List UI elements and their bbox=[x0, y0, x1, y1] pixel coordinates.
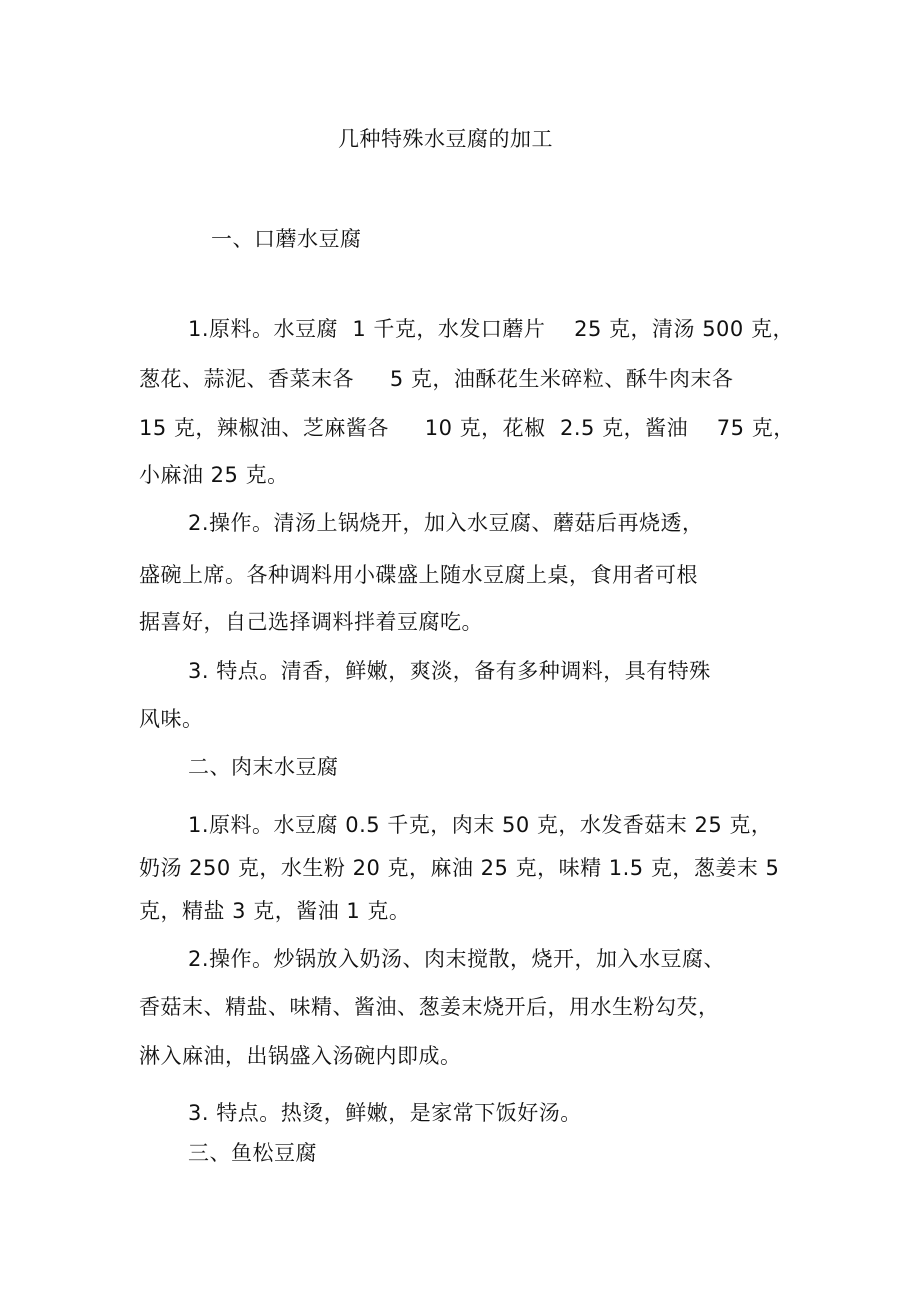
section-heading-2: 二、肉末水豆腐 bbox=[188, 755, 339, 779]
section-heading-3: 三、鱼松豆腐 bbox=[188, 1141, 317, 1165]
paragraph-line: 3. 特点。清香，鲜嫩，爽淡，备有多种调料，具有特殊 bbox=[188, 659, 711, 683]
paragraph-line: 淋入麻油，出锅盛入汤碗内即成。 bbox=[139, 1044, 462, 1068]
paragraph-line: 据喜好，自己选择调料拌着豆腐吃。 bbox=[139, 610, 483, 634]
paragraph-line: 2.操作。炒锅放入奶汤、肉末搅散，烧开，加入水豆腐、 bbox=[188, 947, 726, 971]
paragraph-line: 2.操作。清汤上锅烧开，加入水豆腐、蘑菇后再烧透， bbox=[188, 511, 704, 535]
paragraph-line: 葱花、蒜泥、香菜末各 5 克，油酥花生米碎粒、酥牛肉末各 bbox=[139, 367, 734, 391]
paragraph-line: 香菇末、精盐、味精、酱油、葱姜末烧开后，用水生粉勾芡， bbox=[139, 995, 720, 1019]
paragraph-line: 盛碗上席。各种调料用小碟盛上随水豆腐上桌，食用者可根 bbox=[139, 563, 698, 587]
paragraph-line: 1.原料。水豆腐 0.5 千克，肉末 50 克，水发香菇末 25 克， bbox=[188, 813, 773, 837]
document-title: 几种特殊水豆腐的加工 bbox=[338, 127, 553, 151]
paragraph-line: 15 克，辣椒油、芝麻酱各 10 克，花椒 2.5 克，酱油 75 克， bbox=[139, 416, 795, 440]
paragraph-line: 1.原料。水豆腐 1 千克，水发口蘑片 25 克，清汤 500 克， bbox=[188, 317, 794, 341]
paragraph-line: 3. 特点。热烫，鲜嫩，是家常下饭好汤。 bbox=[188, 1101, 582, 1125]
paragraph-line: 风味。 bbox=[139, 707, 204, 731]
paragraph-line: 奶汤 250 克，水生粉 20 克，麻油 25 克，味精 1.5 克，葱姜末 5 bbox=[139, 856, 780, 880]
section-heading-1: 一、口蘑水豆腐 bbox=[211, 227, 362, 251]
paragraph-line: 小麻油 25 克。 bbox=[139, 463, 289, 487]
paragraph-line: 克，精盐 3 克，酱油 1 克。 bbox=[139, 899, 411, 923]
